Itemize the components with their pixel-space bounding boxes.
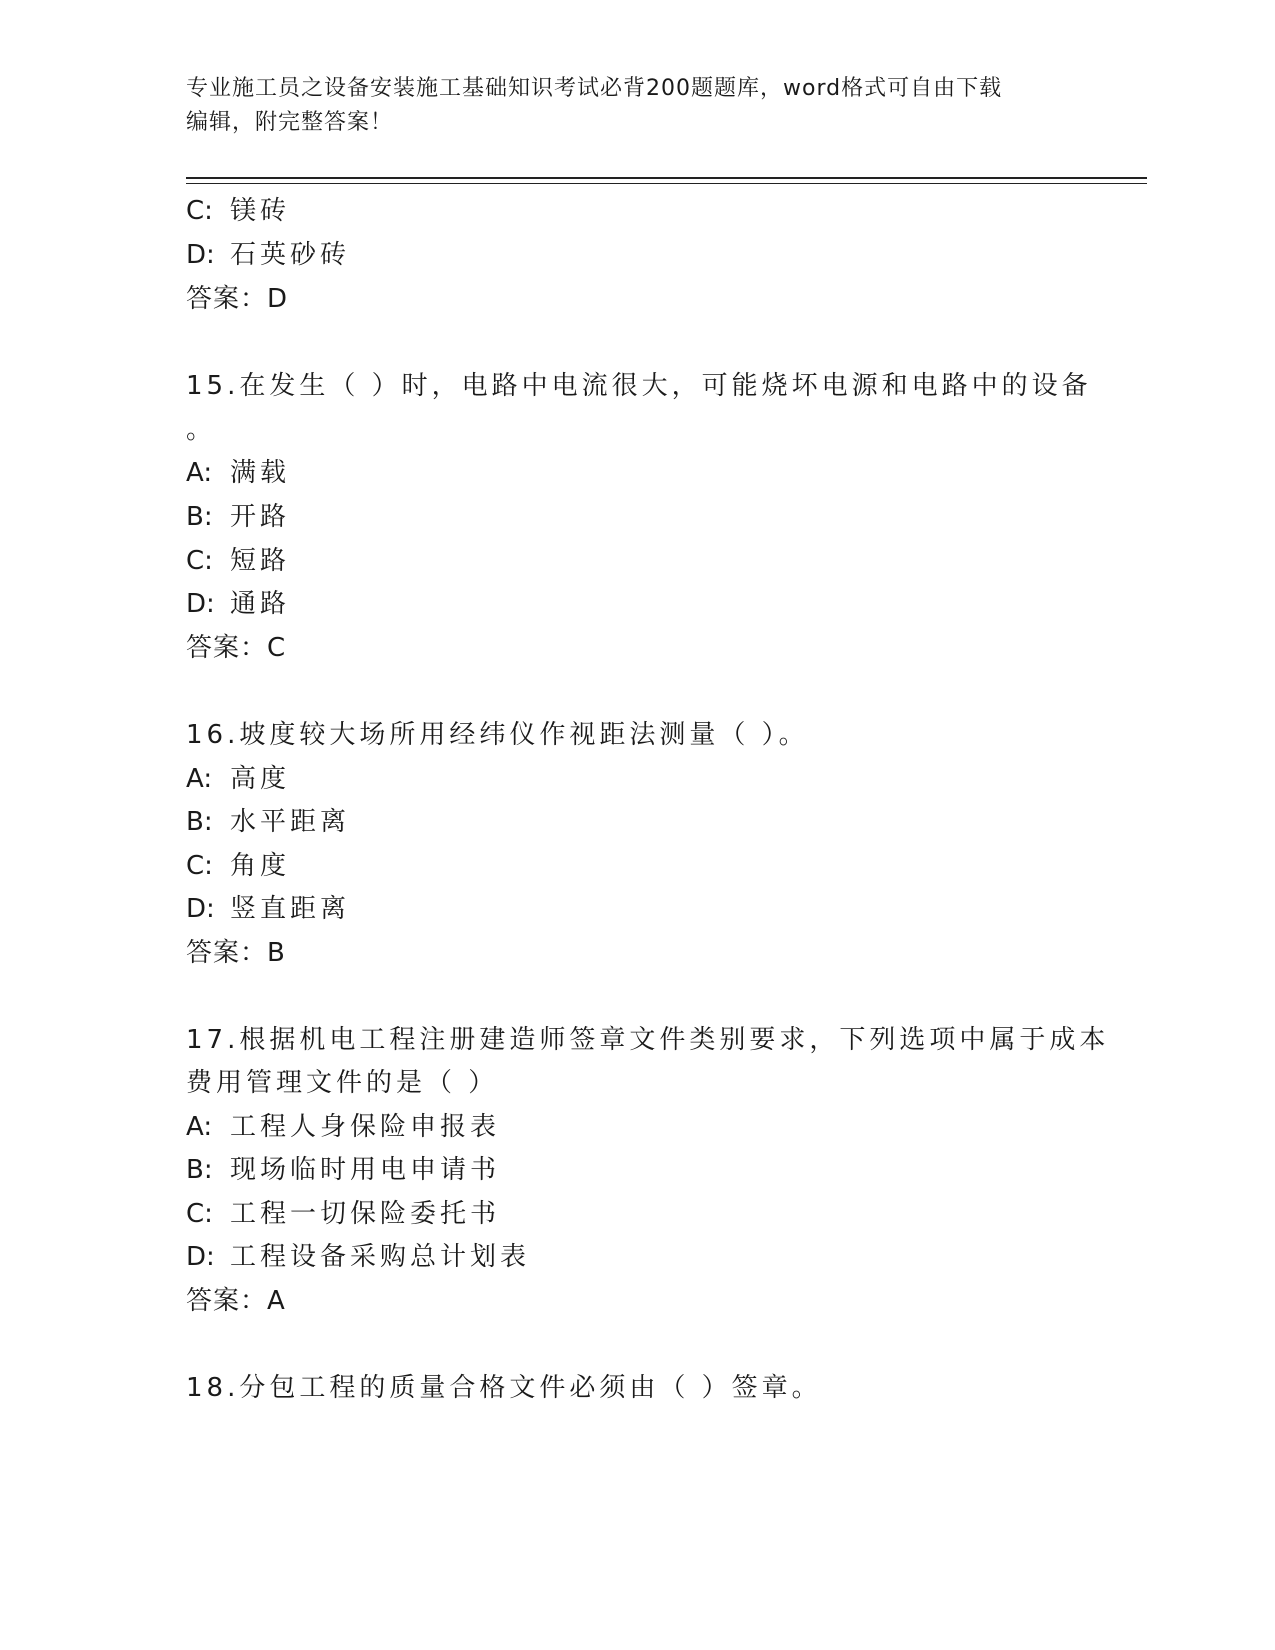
option-b (186, 496, 290, 533)
option-text: 水平距离 (230, 807, 351, 837)
option-label: A: (186, 458, 213, 488)
option-label: D: (186, 1242, 215, 1272)
option-label: D: (186, 240, 215, 270)
option-text: 高度 (230, 764, 291, 794)
answer-line: 答案：B (186, 938, 286, 968)
option-label: C: (186, 546, 213, 576)
question-15-text: 15.在发生（ ）时，电路中电流很大，可能烧坏电源和电路中的设备 (186, 371, 1092, 401)
option-a (186, 758, 290, 795)
option-label: A: (186, 1112, 213, 1142)
question-15-text-cont: 。 (186, 415, 217, 445)
option-c (186, 540, 290, 577)
option-text: 现场临时用电申请书 (230, 1155, 501, 1185)
option-text: 工程设备采购总计划表 (230, 1242, 531, 1272)
option-d (186, 583, 290, 620)
option-c (186, 845, 290, 882)
option-label: C: (186, 196, 213, 226)
option-a (186, 452, 290, 489)
option-text: 石英砂砖 (230, 240, 351, 270)
question-18-text: 18.分包工程的质量合格文件必须由（ ）签章。 (186, 1373, 822, 1403)
answer-line: 答案：A (186, 1286, 286, 1316)
option-text: 镁砖 (230, 196, 291, 226)
option-text: 通路 (230, 589, 291, 619)
question-16-text: 16.坡度较大场所用经纬仪作视距法测量（ ）。 (186, 720, 809, 750)
option-label: B: (186, 502, 213, 532)
answer-line: 答案：D (186, 284, 289, 314)
header-divider-thick (186, 177, 1147, 179)
option-a (186, 1106, 500, 1143)
option-text: 短路 (230, 546, 291, 576)
option-text: 开路 (230, 502, 291, 532)
option-label: A: (186, 764, 213, 794)
answer-line: 答案：C (186, 633, 287, 663)
header-line-2: 编辑，附完整答案！ (186, 110, 394, 135)
question-17-text: 17.根据机电工程注册建造师签章文件类别要求，下列选项中属于成本 (186, 1025, 1110, 1055)
header-line-1: 专业施工员之设备安装施工基础知识考试必背200题题库，word格式可自由下载 (186, 76, 1003, 101)
option-b (186, 801, 350, 838)
option-b (186, 1149, 500, 1186)
header-divider-thin (186, 183, 1147, 184)
option-label: B: (186, 807, 213, 837)
option-text: 满载 (230, 458, 291, 488)
question-17-text-cont: 费用管理文件的是（ ） (186, 1068, 499, 1098)
option-text: 竖直距离 (230, 894, 351, 924)
option-d (186, 234, 350, 271)
option-text: 角度 (230, 851, 291, 881)
option-label: C: (186, 851, 213, 881)
option-text: 工程一切保险委托书 (230, 1199, 501, 1229)
option-d (186, 1236, 530, 1273)
option-c (186, 1193, 500, 1230)
option-label: D: (186, 589, 215, 619)
option-label: B: (186, 1155, 213, 1185)
option-d (186, 888, 350, 925)
document-header (186, 72, 1066, 140)
option-text: 工程人身保险申报表 (230, 1112, 501, 1142)
option-label: C: (186, 1199, 213, 1229)
option-label: D: (186, 894, 215, 924)
option-c (186, 190, 290, 227)
